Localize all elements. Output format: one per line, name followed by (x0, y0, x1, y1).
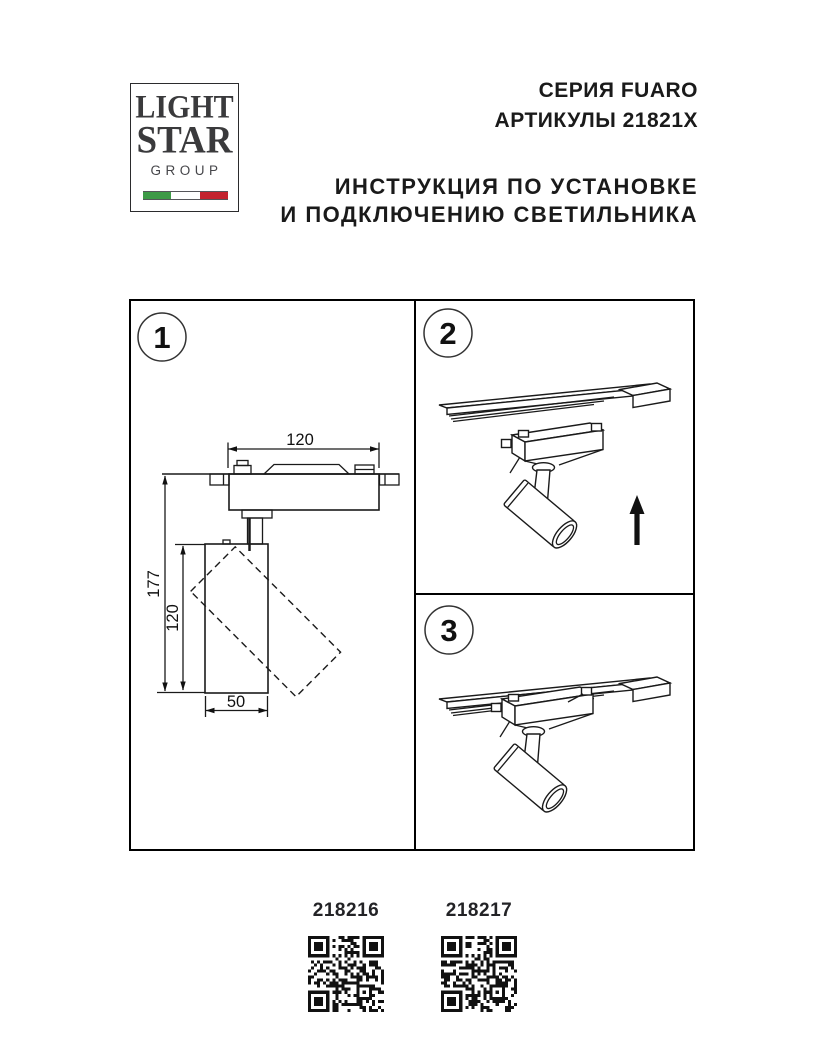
article-number-218217: 218217 (445, 900, 513, 921)
step1-number: 1 (153, 320, 171, 355)
flag-white-stripe (171, 192, 199, 199)
adapter-body (229, 474, 379, 510)
dimension-total-height: 177 (145, 570, 163, 598)
lightstar-logo (130, 83, 239, 212)
step2-install-panel (416, 301, 695, 593)
step3-mounted-panel (416, 595, 695, 849)
flag-red-stripe (200, 192, 228, 199)
dimension-body-width: 50 (226, 693, 246, 711)
article-number-218216: 218216 (312, 900, 380, 921)
qr-code-218216 (308, 936, 384, 1012)
logo-word-group: GROUP (150, 163, 223, 178)
articles-title: АРТИКУЛЫ 21821X (494, 109, 698, 132)
qr-code-218217 (441, 936, 517, 1012)
insert-direction-arrow (630, 495, 645, 545)
instruction-title-line2: И ПОДКЛЮЧЕНИЮ СВЕТИЛЬНИКА (280, 202, 698, 227)
step1-dimensions-panel (131, 301, 414, 849)
header (280, 76, 698, 229)
step3-number: 3 (440, 613, 458, 648)
diagram-frame (129, 299, 695, 851)
logo-word-light: LIGHT (135, 89, 234, 126)
logo-word-star: STAR (136, 118, 233, 162)
logo-italian-flag (143, 191, 228, 200)
dimension-body-height: 120 (164, 604, 182, 632)
step2-number: 2 (439, 316, 457, 351)
instruction-title-line1: ИНСТРУКЦИЯ ПО УСТАНОВКЕ (334, 174, 698, 199)
spotlight-body-outline (205, 544, 268, 693)
spotlight-tilted-dashed-outline (191, 547, 341, 697)
flag-green-stripe (143, 192, 171, 199)
series-title: СЕРИЯ FUARO (538, 79, 698, 102)
dimension-track-width: 120 (286, 431, 314, 449)
